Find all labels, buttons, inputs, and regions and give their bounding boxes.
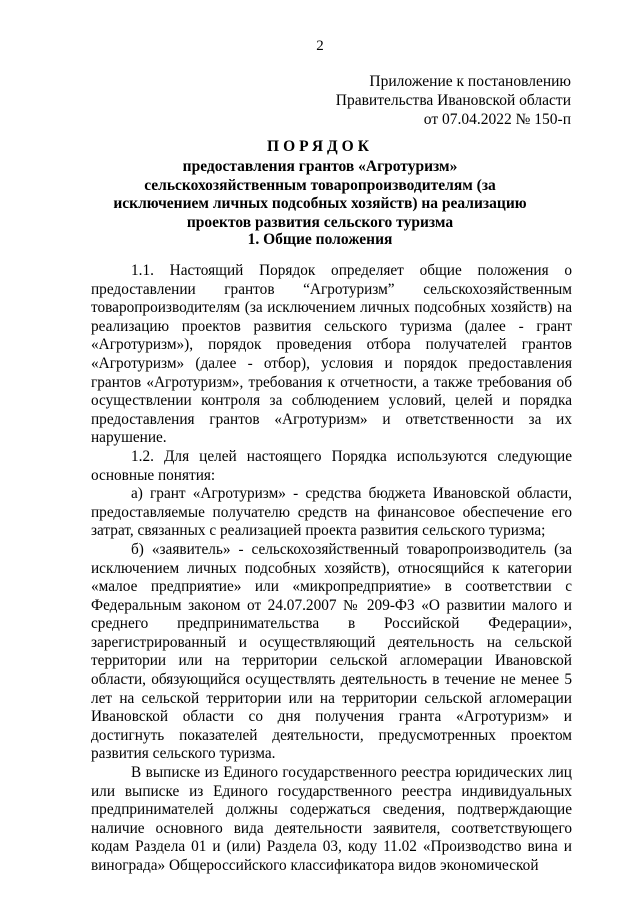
document-body [91,262,572,876]
paragraph-1-1: 1.1. Настоящий Порядок определяет общие положения о предоставлении грантов “Агротуризм” сельскохозяйственным товаропроизводителям (за исключением личных подсобных хозяйств) на реализацию проектов развития сельского туризма (далее - грант «Агротуризм»), порядок проведения отбора получателей грантов «Агротуризм» (далее - отбор), условия и порядок предоставления грантов «Агротуризм», требования к отчетности, а также требования об осуществлении контроля за соблюдением условий, целей и порядка предоставления грантов «Агротуризм» и ответственности за их нарушение. [91,262,572,447]
appendix-date-number: от 07.04.2022 № 150-п [423,111,571,128]
document-subtitle: предоставления грантов «Агротуризм» сельскохозяйственным товаропроизводителям (за исключением личных подсобных хозяйств) на реализацию проектов развития сельского туризма [113,158,527,231]
appendix-block [336,72,571,129]
paragraph-registry: В выписке из Единого государственного реестра юридических лиц или выписке из Единого государственного реестра индивидуальных предпринимателей должны содержаться сведения, подтверждающие наличие основного вида деятельности заявителя, соответствующего кодам Раздела 01 и (или) Раздела 03, коду 11.02 «Производство вина и винограда» Общероссийского классификатора видов экономической [91,764,572,874]
section-heading: 1. Общие положения [247,231,393,248]
page-number: 2 [316,38,324,54]
appendix-line: Приложение к постановлению [369,73,571,90]
appendix-line: Правительства Ивановской области [335,92,571,109]
document-title: ПОРЯДОК [267,138,373,155]
paragraph-1-2: 1.2. Для целей настоящего Порядка используются следующие основные понятия: [91,447,572,484]
paragraph-a: а) грант «Агротуризм» - средства бюджета Ивановской области, предоставляемые получателю средств на финансовое обеспечение его затрат, связанных с реализацией проекта развития сельского туризма; [91,485,572,540]
paragraph-b: б) «заявитель» - сельскохозяйственный товаропроизводитель (за исключением личных подсобных хозяйств), относящийся к категории «малое предприятие» или «микропредприятие» в соответствии с Федеральным законом от 24.07.2007 № 209-ФЗ «О развитии малого и среднего предпринимательства в Российской Федерации», зарегистрированный и осуществляющий деятельность на сельской территории или на территории сельской агломерации Ивановской области, обязующийся осуществлять деятельность в течение не менее 5 лет на сельской территории или на территории сельской агломерации Ивановской области со дня получения гранта «Агротуризм» и достигнуть показателей деятельности, предусмотренных проектом развития сельского туризма. [91,540,572,763]
